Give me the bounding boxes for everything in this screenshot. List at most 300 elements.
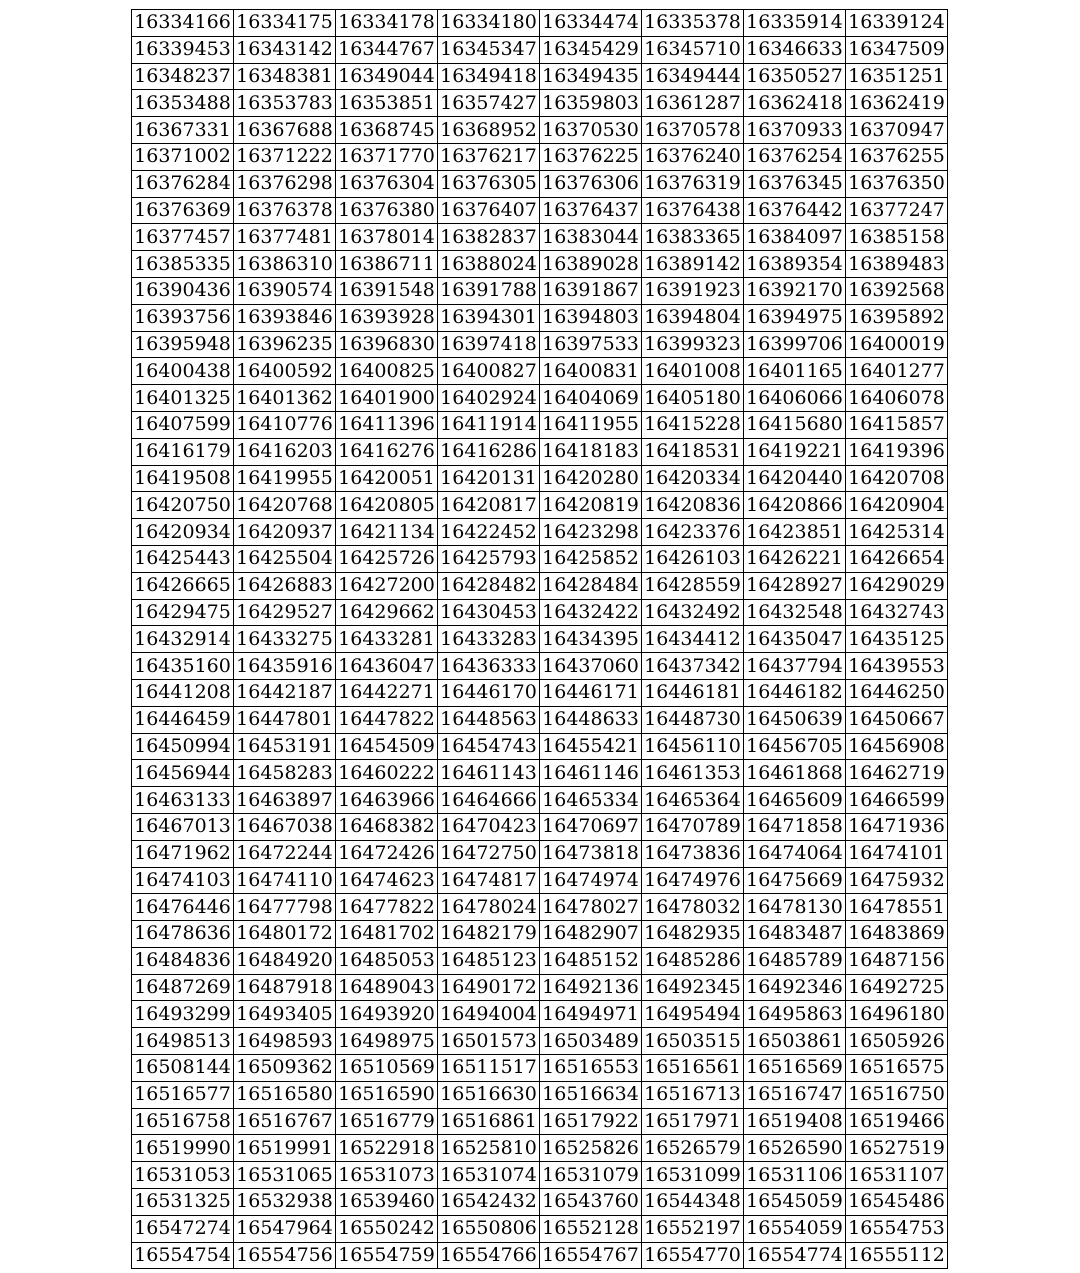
table-cell: 16334178: [336, 10, 438, 37]
table-cell: 16493299: [132, 1001, 234, 1028]
table-cell: 16394301: [438, 304, 540, 331]
table-cell: 16401325: [132, 385, 234, 412]
table-cell: 16509362: [234, 1055, 336, 1082]
table-cell: 16405180: [642, 385, 744, 412]
table-cell: 16448633: [540, 706, 642, 733]
table-cell: 16498593: [234, 1028, 336, 1055]
table-cell: 16391788: [438, 277, 540, 304]
table-cell: 16519408: [744, 1108, 846, 1135]
table-cell: 16395948: [132, 331, 234, 358]
table-cell: 16367688: [234, 117, 336, 144]
table-cell: 16335914: [744, 10, 846, 37]
table-cell: 16418531: [642, 438, 744, 465]
table-cell: 16401008: [642, 358, 744, 385]
table-cell: 16462719: [846, 760, 948, 787]
table-cell: 16393928: [336, 304, 438, 331]
table-row: [132, 304, 948, 331]
table-row: [132, 438, 948, 465]
table-cell: 16401900: [336, 385, 438, 412]
table-row: [132, 599, 948, 626]
table-cell: 16420817: [438, 492, 540, 519]
table-cell: 16437342: [642, 653, 744, 680]
table-cell: 16362419: [846, 90, 948, 117]
table-cell: 16474110: [234, 867, 336, 894]
table-cell: 16531065: [234, 1162, 336, 1189]
table-cell: 16490172: [438, 974, 540, 1001]
table-cell: 16420750: [132, 492, 234, 519]
table-cell: 16349444: [642, 63, 744, 90]
table-cell: 16376319: [642, 170, 744, 197]
table-cell: 16376407: [438, 197, 540, 224]
table-row: [132, 358, 948, 385]
table-cell: 16531073: [336, 1162, 438, 1189]
table-cell: 16478032: [642, 894, 744, 921]
table-cell: 16476446: [132, 894, 234, 921]
table-cell: 16349435: [540, 63, 642, 90]
table-cell: 16420440: [744, 465, 846, 492]
table-cell: 16465334: [540, 787, 642, 814]
table-cell: 16433283: [438, 626, 540, 653]
table-cell: 16428927: [744, 572, 846, 599]
number-table-body: [132, 10, 948, 1269]
table-row: [132, 947, 948, 974]
table-cell: 16554756: [234, 1242, 336, 1269]
table-cell: 16393756: [132, 304, 234, 331]
table-cell: 16376442: [744, 197, 846, 224]
table-cell: 16516561: [642, 1055, 744, 1082]
table-cell: 16416276: [336, 438, 438, 465]
table-cell: 16376255: [846, 143, 948, 170]
table-cell: 16435125: [846, 626, 948, 653]
table-cell: 16494004: [438, 1001, 540, 1028]
table-cell: 16461868: [744, 760, 846, 787]
table-cell: 16439553: [846, 653, 948, 680]
table-row: [132, 1055, 948, 1082]
table-cell: 16472750: [438, 840, 540, 867]
table-cell: 16423298: [540, 519, 642, 546]
table-cell: 16461143: [438, 760, 540, 787]
table-cell: 16456705: [744, 733, 846, 760]
table-cell: 16434412: [642, 626, 744, 653]
table-cell: 16376298: [234, 170, 336, 197]
table-row: [132, 813, 948, 840]
table-cell: 16367331: [132, 117, 234, 144]
table-cell: 16361287: [642, 90, 744, 117]
table-cell: 16420131: [438, 465, 540, 492]
table-cell: 16397533: [540, 331, 642, 358]
table-cell: 16334166: [132, 10, 234, 37]
table-cell: 16429029: [846, 572, 948, 599]
table-cell: 16446181: [642, 679, 744, 706]
table-cell: 16400019: [846, 331, 948, 358]
table-cell: 16554753: [846, 1215, 948, 1242]
table-cell: 16485152: [540, 947, 642, 974]
table-cell: 16545486: [846, 1189, 948, 1216]
table-cell: 16383365: [642, 224, 744, 251]
table-row: [132, 63, 948, 90]
table-cell: 16550806: [438, 1215, 540, 1242]
table-cell: 16435916: [234, 653, 336, 680]
table-cell: 16420937: [234, 519, 336, 546]
table-cell: 16498513: [132, 1028, 234, 1055]
table-cell: 16463897: [234, 787, 336, 814]
table-cell: 16547964: [234, 1215, 336, 1242]
table-cell: 16503861: [744, 1028, 846, 1055]
table-cell: 16544348: [642, 1189, 744, 1216]
table-cell: 16400438: [132, 358, 234, 385]
table-cell: 16478024: [438, 894, 540, 921]
table-cell: 16516861: [438, 1108, 540, 1135]
table-cell: 16487156: [846, 947, 948, 974]
table-row: [132, 1001, 948, 1028]
table-cell: 16526579: [642, 1135, 744, 1162]
table-cell: 16432422: [540, 599, 642, 626]
table-cell: 16425504: [234, 545, 336, 572]
table-cell: 16393846: [234, 304, 336, 331]
table-cell: 16429662: [336, 599, 438, 626]
table-row: [132, 921, 948, 948]
table-cell: 16370530: [540, 117, 642, 144]
table-cell: 16420904: [846, 492, 948, 519]
table-cell: 16461146: [540, 760, 642, 787]
table-cell: 16391923: [642, 277, 744, 304]
table-cell: 16455421: [540, 733, 642, 760]
table-cell: 16447801: [234, 706, 336, 733]
table-cell: 16495494: [642, 1001, 744, 1028]
table-cell: 16368745: [336, 117, 438, 144]
table-cell: 16554759: [336, 1242, 438, 1269]
table-cell: 16433275: [234, 626, 336, 653]
table-cell: 16503515: [642, 1028, 744, 1055]
table-cell: 16420051: [336, 465, 438, 492]
table-cell: 16454743: [438, 733, 540, 760]
table-cell: 16386310: [234, 251, 336, 278]
table-cell: 16472244: [234, 840, 336, 867]
table-cell: 16478636: [132, 921, 234, 948]
table-cell: 16394804: [642, 304, 744, 331]
table-cell: 16416286: [438, 438, 540, 465]
table-cell: 16426654: [846, 545, 948, 572]
table-cell: 16376304: [336, 170, 438, 197]
table-cell: 16510569: [336, 1055, 438, 1082]
table-cell: 16401362: [234, 385, 336, 412]
table-cell: 16420819: [540, 492, 642, 519]
table-cell: 16482907: [540, 921, 642, 948]
table-cell: 16397418: [438, 331, 540, 358]
table-cell: 16334474: [540, 10, 642, 37]
table-cell: 16525826: [540, 1135, 642, 1162]
table-cell: 16470697: [540, 813, 642, 840]
table-cell: 16399706: [744, 331, 846, 358]
table-cell: 16407599: [132, 411, 234, 438]
table-cell: 16472426: [336, 840, 438, 867]
table-cell: 16335378: [642, 10, 744, 37]
table-row: [132, 1108, 948, 1135]
table-cell: 16401165: [744, 358, 846, 385]
table-cell: 16396235: [234, 331, 336, 358]
table-cell: 16474976: [642, 867, 744, 894]
table-cell: 16345429: [540, 36, 642, 63]
table-cell: 16394803: [540, 304, 642, 331]
table-row: [132, 679, 948, 706]
table-cell: 16545059: [744, 1189, 846, 1216]
table-cell: 16458283: [234, 760, 336, 787]
table-cell: 16554766: [438, 1242, 540, 1269]
table-row: [132, 197, 948, 224]
table-cell: 16505926: [846, 1028, 948, 1055]
table-cell: 16478130: [744, 894, 846, 921]
table-cell: 16465364: [642, 787, 744, 814]
table-cell: 16420836: [642, 492, 744, 519]
table-cell: 16368952: [438, 117, 540, 144]
table-row: [132, 626, 948, 653]
table-cell: 16376225: [540, 143, 642, 170]
table-cell: 16406066: [744, 385, 846, 412]
table-cell: 16391867: [540, 277, 642, 304]
table-cell: 16420805: [336, 492, 438, 519]
table-cell: 16516590: [336, 1081, 438, 1108]
table-cell: 16416179: [132, 438, 234, 465]
table-cell: 16350527: [744, 63, 846, 90]
table-cell: 16425314: [846, 519, 948, 546]
table-cell: 16425443: [132, 545, 234, 572]
table-cell: 16396830: [336, 331, 438, 358]
table-cell: 16384097: [744, 224, 846, 251]
table-cell: 16377247: [846, 197, 948, 224]
table-row: [132, 385, 948, 412]
table-cell: 16353783: [234, 90, 336, 117]
table-cell: 16554754: [132, 1242, 234, 1269]
table-cell: 16389028: [540, 251, 642, 278]
table-cell: 16426665: [132, 572, 234, 599]
table-row: [132, 974, 948, 1001]
table-cell: 16453191: [234, 733, 336, 760]
table-cell: 16376345: [744, 170, 846, 197]
table-cell: 16411955: [540, 411, 642, 438]
table-cell: 16454509: [336, 733, 438, 760]
table-cell: 16463133: [132, 787, 234, 814]
table-cell: 16446170: [438, 679, 540, 706]
table-cell: 16351251: [846, 63, 948, 90]
table-cell: 16428482: [438, 572, 540, 599]
table-row: [132, 545, 948, 572]
table-cell: 16334180: [438, 10, 540, 37]
table-cell: 16552128: [540, 1215, 642, 1242]
table-cell: 16525810: [438, 1135, 540, 1162]
table-cell: 16345347: [438, 36, 540, 63]
table-cell: 16415680: [744, 411, 846, 438]
table-cell: 16474623: [336, 867, 438, 894]
table-cell: 16527519: [846, 1135, 948, 1162]
table-cell: 16474064: [744, 840, 846, 867]
table-cell: 16437060: [540, 653, 642, 680]
table-cell: 16435160: [132, 653, 234, 680]
table-cell: 16446171: [540, 679, 642, 706]
table-cell: 16425726: [336, 545, 438, 572]
table-cell: 16531079: [540, 1162, 642, 1189]
table-cell: 16348237: [132, 63, 234, 90]
table-cell: 16435047: [744, 626, 846, 653]
table-cell: 16463966: [336, 787, 438, 814]
table-cell: 16519990: [132, 1135, 234, 1162]
table-cell: 16334175: [234, 10, 336, 37]
table-cell: 16474101: [846, 840, 948, 867]
table-cell: 16391548: [336, 277, 438, 304]
table-cell: 16492725: [846, 974, 948, 1001]
table-cell: 16474974: [540, 867, 642, 894]
table-cell: 16448563: [438, 706, 540, 733]
table-cell: 16474103: [132, 867, 234, 894]
table-cell: 16484836: [132, 947, 234, 974]
table-cell: 16395892: [846, 304, 948, 331]
table-row: [132, 1028, 948, 1055]
table-cell: 16485053: [336, 947, 438, 974]
table-cell: 16427200: [336, 572, 438, 599]
table-cell: 16470423: [438, 813, 540, 840]
table-cell: 16485123: [438, 947, 540, 974]
table-cell: 16370947: [846, 117, 948, 144]
table-cell: 16531074: [438, 1162, 540, 1189]
table-row: [132, 465, 948, 492]
table-cell: 16376306: [540, 170, 642, 197]
table-cell: 16519991: [234, 1135, 336, 1162]
table-cell: 16415228: [642, 411, 744, 438]
table-cell: 16436333: [438, 653, 540, 680]
table-row: [132, 170, 948, 197]
table-row: [132, 492, 948, 519]
table-cell: 16432914: [132, 626, 234, 653]
table-cell: 16383044: [540, 224, 642, 251]
table-cell: 16382837: [438, 224, 540, 251]
table-cell: 16531325: [132, 1189, 234, 1216]
table-row: [132, 519, 948, 546]
table-cell: 16465609: [744, 787, 846, 814]
table-cell: 16410776: [234, 411, 336, 438]
table-cell: 16400827: [438, 358, 540, 385]
table-cell: 16516779: [336, 1108, 438, 1135]
table-cell: 16390574: [234, 277, 336, 304]
table-cell: 16418183: [540, 438, 642, 465]
table-cell: 16516767: [234, 1108, 336, 1135]
table-cell: 16421134: [336, 519, 438, 546]
table-cell: 16434395: [540, 626, 642, 653]
table-cell: 16348381: [234, 63, 336, 90]
table-row: [132, 653, 948, 680]
table-cell: 16496180: [846, 1001, 948, 1028]
table-row: [132, 143, 948, 170]
table-row: [132, 331, 948, 358]
table-row: [132, 277, 948, 304]
table-cell: 16378014: [336, 224, 438, 251]
table-row: [132, 90, 948, 117]
table-cell: 16349044: [336, 63, 438, 90]
table-cell: 16483869: [846, 921, 948, 948]
table-cell: 16456908: [846, 733, 948, 760]
table-cell: 16522918: [336, 1135, 438, 1162]
table-cell: 16400831: [540, 358, 642, 385]
table-cell: 16475932: [846, 867, 948, 894]
table-cell: 16461353: [642, 760, 744, 787]
table-cell: 16376254: [744, 143, 846, 170]
table-cell: 16411396: [336, 411, 438, 438]
table-cell: 16494971: [540, 1001, 642, 1028]
table-cell: 16347509: [846, 36, 948, 63]
table-cell: 16492345: [642, 974, 744, 1001]
table-cell: 16433281: [336, 626, 438, 653]
table-cell: 16419955: [234, 465, 336, 492]
table-cell: 16441208: [132, 679, 234, 706]
table-cell: 16432492: [642, 599, 744, 626]
table-cell: 16359803: [540, 90, 642, 117]
table-cell: 16508144: [132, 1055, 234, 1082]
table-cell: 16425793: [438, 545, 540, 572]
table-cell: 16436047: [336, 653, 438, 680]
table-cell: 16477822: [336, 894, 438, 921]
table-cell: 16464666: [438, 787, 540, 814]
table-cell: 16432743: [846, 599, 948, 626]
table-cell: 16477798: [234, 894, 336, 921]
table-cell: 16446459: [132, 706, 234, 733]
table-cell: 16456110: [642, 733, 744, 760]
table-cell: 16419396: [846, 438, 948, 465]
table-cell: 16531099: [642, 1162, 744, 1189]
table-cell: 16357427: [438, 90, 540, 117]
table-cell: 16489043: [336, 974, 438, 1001]
table-cell: 16503489: [540, 1028, 642, 1055]
table-cell: 16473818: [540, 840, 642, 867]
table-cell: 16483487: [744, 921, 846, 948]
table-cell: 16420866: [744, 492, 846, 519]
table-cell: 16343142: [234, 36, 336, 63]
table-cell: 16516747: [744, 1081, 846, 1108]
table-cell: 16478551: [846, 894, 948, 921]
table-cell: 16484920: [234, 947, 336, 974]
table-cell: 16353488: [132, 90, 234, 117]
table-cell: 16516713: [642, 1081, 744, 1108]
table-cell: 16371222: [234, 143, 336, 170]
table-cell: 16492346: [744, 974, 846, 1001]
table-cell: 16376380: [336, 197, 438, 224]
table-cell: 16460222: [336, 760, 438, 787]
table-cell: 16420934: [132, 519, 234, 546]
table-cell: 16371770: [336, 143, 438, 170]
table-cell: 16495863: [744, 1001, 846, 1028]
table-row: [132, 1215, 948, 1242]
table-cell: 16442271: [336, 679, 438, 706]
table-cell: 16492136: [540, 974, 642, 1001]
table-cell: 16420280: [540, 465, 642, 492]
table-cell: 16554770: [642, 1242, 744, 1269]
table-cell: 16493920: [336, 1001, 438, 1028]
table-cell: 16376217: [438, 143, 540, 170]
table-cell: 16450994: [132, 733, 234, 760]
table-cell: 16526590: [744, 1135, 846, 1162]
table-cell: 16516577: [132, 1081, 234, 1108]
table-cell: 16416203: [234, 438, 336, 465]
table-row: [132, 1081, 948, 1108]
table-row: [132, 36, 948, 63]
table-cell: 16423376: [642, 519, 744, 546]
table-cell: 16471936: [846, 813, 948, 840]
table-cell: 16487269: [132, 974, 234, 1001]
table-cell: 16516634: [540, 1081, 642, 1108]
table-cell: 16531107: [846, 1162, 948, 1189]
table-row: [132, 840, 948, 867]
table-cell: 16516630: [438, 1081, 540, 1108]
table-cell: 16420708: [846, 465, 948, 492]
table-cell: 16531053: [132, 1162, 234, 1189]
table-cell: 16385335: [132, 251, 234, 278]
